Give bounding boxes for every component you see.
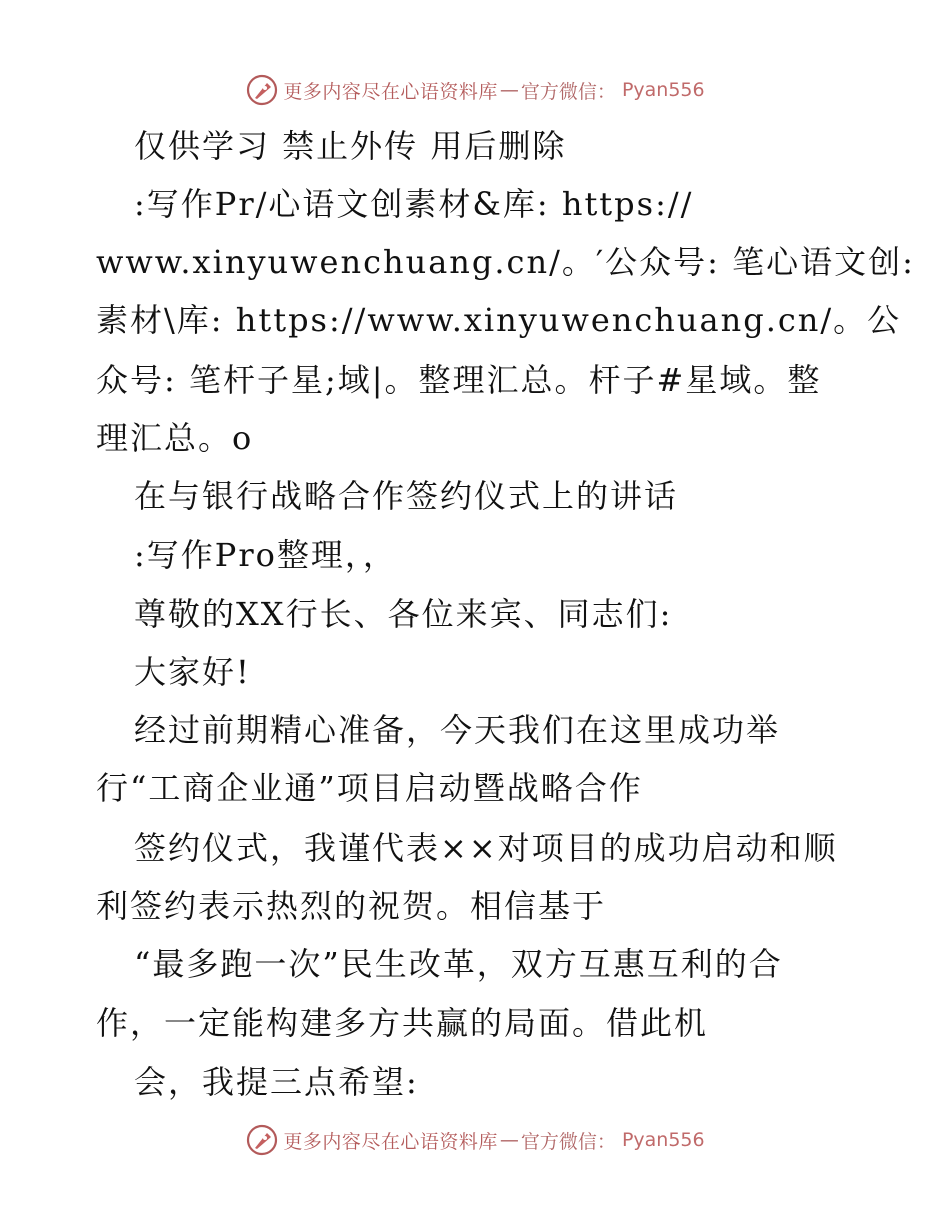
- watermark-main-text: 更多内容尽在心语资料库: [283, 80, 498, 103]
- text-line: 理汇总。o: [96, 419, 254, 457]
- watermark-wechat-label: 官方微信：: [520, 1130, 616, 1153]
- watermark-wechat-label: 官方微信：: [520, 80, 616, 103]
- greeting: 大家好!: [134, 653, 251, 691]
- text-line: :写作Pro整理，，: [134, 536, 397, 574]
- text-line: 作，一定能构建多方共赢的局面。借此机: [96, 1004, 709, 1042]
- text-line: 众号: 笔杆子星;域|。整理汇总。杆子#星域。整: [96, 361, 822, 399]
- watermark-main-text: 更多内容尽在心语资料库: [283, 1130, 498, 1153]
- text-line: 经过前期精心准备，今天我们在这里成功举: [134, 711, 781, 749]
- text-line: 仅供学习 禁止外传 用后删除: [134, 127, 567, 165]
- text-line: :写作Pr/心语文创素材&库: https://: [134, 185, 694, 223]
- text-line: “最多跑一次”民生改革，双方互惠互利的合: [134, 945, 783, 983]
- watermark-separator: —: [499, 79, 519, 101]
- text-line: 会，我提三点希望:: [134, 1063, 419, 1101]
- footer-watermark: [0, 1120, 950, 1160]
- text-line: 签约仪式，我谨代表××对项目的成功启动和顺: [134, 829, 838, 867]
- watermark-account: Pyan556: [621, 79, 705, 101]
- text-line: 行“工商企业通”项目启动暨战略合作: [96, 769, 643, 807]
- text-line: 利签约表示热烈的祝贺。相信基于: [96, 887, 607, 925]
- pen-nib-logo-icon: [245, 73, 279, 107]
- text-line: 素材\库: https://www.xinyuwenchuang.cn/。公: [96, 301, 902, 339]
- pen-nib-logo-icon: [245, 1123, 279, 1157]
- doc-title: 在与银行战略合作签约仪式上的讲话: [134, 477, 679, 515]
- text-line: www.xinyuwenchuang.cn/。′公众号: 笔心语文创:: [96, 243, 915, 281]
- header-watermark: [0, 70, 950, 110]
- watermark-separator: —: [499, 1129, 519, 1151]
- watermark-account: Pyan556: [621, 1129, 705, 1151]
- salutation: 尊敬的XX行长、各位来宾、同志们:: [134, 595, 673, 633]
